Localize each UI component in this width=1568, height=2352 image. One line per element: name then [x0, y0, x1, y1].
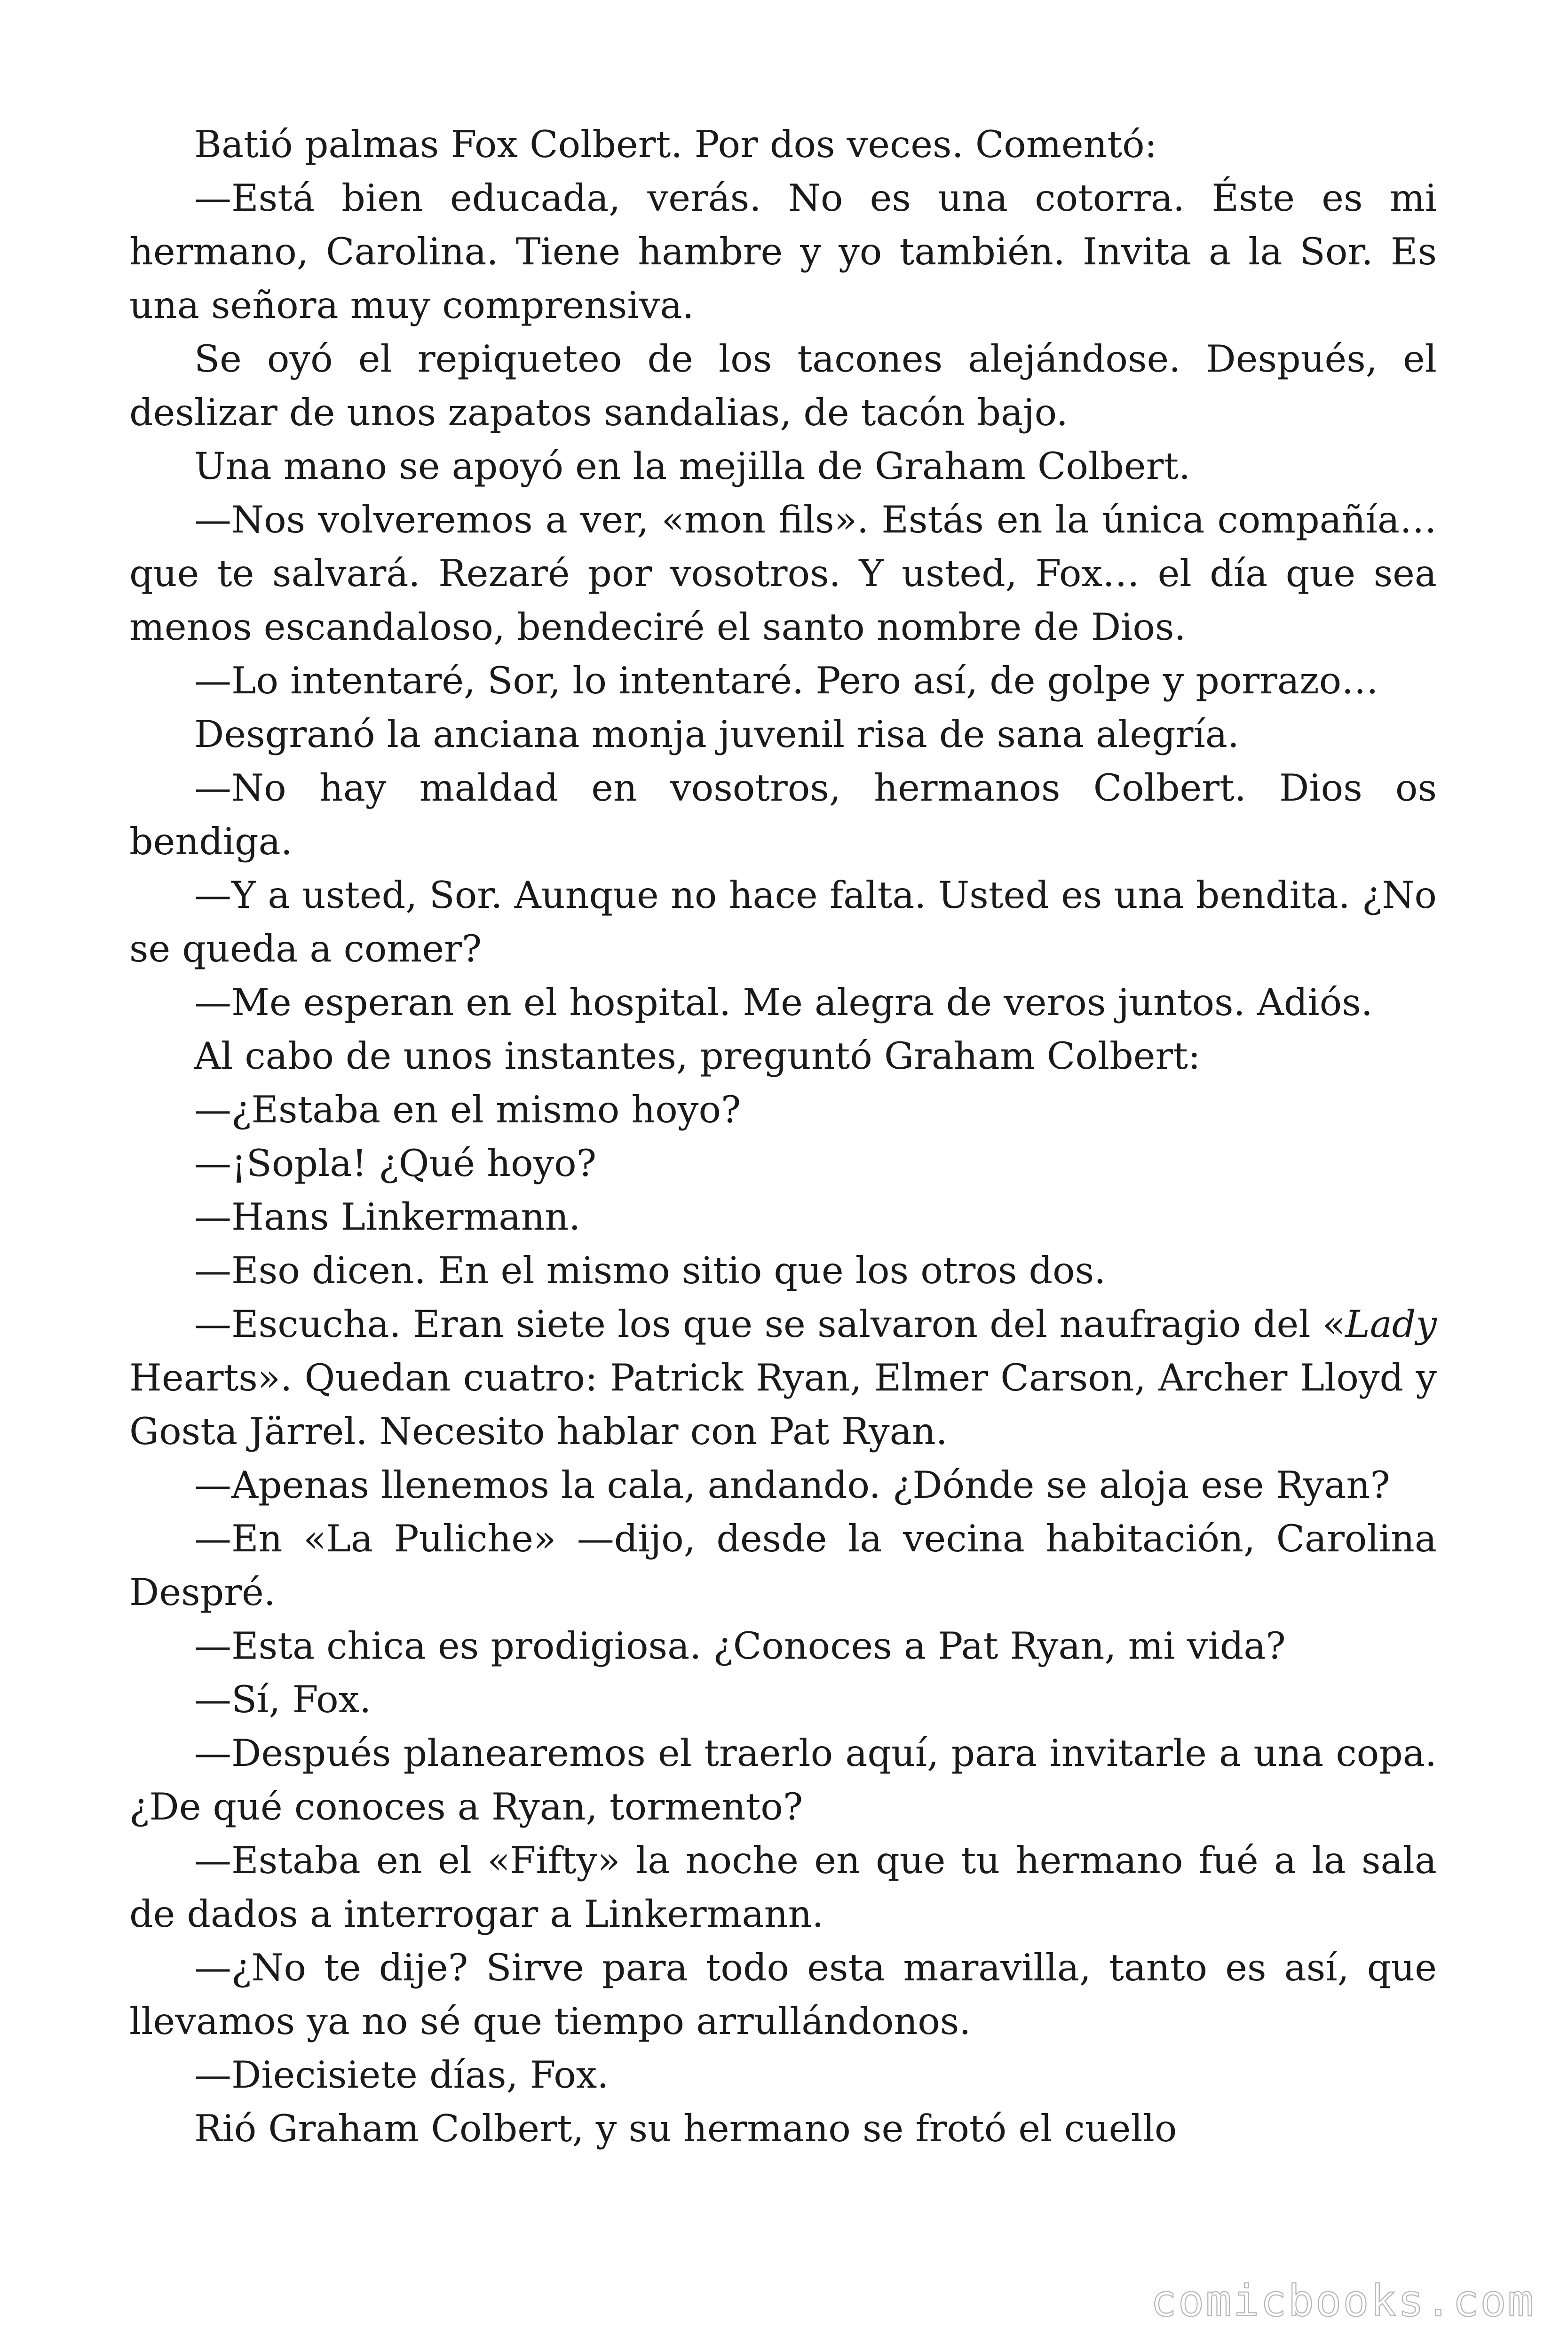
paragraph-8: —No hay maldad en vosotros, hermanos Colbert. Dios os bendiga. — [129, 766, 1437, 863]
page-body — [129, 118, 1437, 2155]
paragraph-10: —Me esperan en el hospital. Me alegra de veros juntos. Adiós. — [194, 981, 1373, 1024]
paragraph-2: —Está bien educada, verás. No es una cotorra. Éste es mi hermano, Carolina. Tiene hambre y yo también. Invita a la Sor. Es una señora muy comprensiva. — [129, 176, 1437, 327]
paragraph-20: —Sí, Fox. — [194, 1678, 372, 1721]
paragraph-19: —Esta chica es prodigiosa. ¿Conoces a Pat Ryan, mi vida? — [194, 1624, 1286, 1668]
paragraph-17: —Apenas llenemos la cala, andando. ¿Dónde se aloja ese Ryan? — [194, 1463, 1390, 1507]
paragraph-16 — [129, 1297, 1437, 1458]
watermark-text: comicbooks.com — [1150, 2276, 1535, 2326]
ship-name-italic: Lady — [1345, 1303, 1437, 1346]
paragraph-16-end: Hearts». Quedan cuatro: Patrick Ryan, Elmer Carson, Archer Lloyd y Gosta Järrel. Necesito hablar con Pat Ryan. — [129, 1356, 1437, 1453]
paragraph-9: —Y a usted, Sor. Aunque no hace falta. Usted es una bendita. ¿No se queda a comer? — [129, 874, 1437, 970]
paragraph-13: —¡Sopla! ¿Qué hoyo? — [194, 1142, 597, 1185]
paragraph-15: —Eso dicen. En el mismo sitio que los otros dos. — [194, 1249, 1106, 1292]
paragraph-24: —Diecisiete días, Fox. — [194, 2053, 609, 2097]
paragraph-6: —Lo intentaré, Sor, lo intentaré. Pero así, de golpe y porrazo… — [194, 659, 1379, 702]
paragraph-25: Rió Graham Colbert, y su hermano se frotó el cuello — [194, 2107, 1177, 2150]
paragraph-1: Batió palmas Fox Colbert. Por dos veces. Comentó: — [194, 123, 1157, 166]
paragraph-4: Una mano se apoyó en la mejilla de Graham Colbert. — [194, 445, 1191, 488]
paragraph-22: —Estaba en el «Fifty» la noche en que tu hermano fué a la sala de dados a interrogar a Linkermann. — [129, 1839, 1437, 1936]
paragraph-21: —Después planearemos el traerlo aquí, para invitarle a una copa. ¿De qué conoces a Ryan, tormento? — [129, 1732, 1437, 1828]
paragraph-7: Desgranó la anciana monja juvenil risa de sana alegría. — [194, 713, 1239, 756]
paragraph-11: Al cabo de unos instantes, preguntó Graham Colbert: — [194, 1034, 1201, 1078]
paragraph-12: —¿Estaba en el mismo hoyo? — [194, 1088, 741, 1131]
paragraph-23: —¿No te dije? Sirve para todo esta maravilla, tanto es así, que llevamos ya no sé que tiempo arrullándonos. — [129, 1946, 1437, 2043]
paragraph-5: —Nos volveremos a ver, «mon fils». Estás en la única compañía… que te salvará. Rezaré por vosotros. Y usted, Fox… el día que sea menos escandaloso, bendeciré el santo nombre de Dios. — [129, 498, 1437, 649]
paragraph-14: —Hans Linkermann. — [194, 1195, 581, 1239]
paragraph-18: —En «La Puliche» —dijo, desde la vecina habitación, Carolina Despré. — [129, 1517, 1437, 1614]
paragraph-3: Se oyó el repiqueteo de los tacones alejándose. Después, el deslizar de unos zapatos sandalias, de tacón bajo. — [129, 337, 1437, 434]
paragraph-16-start: —Escucha. Eran siete los que se salvaron del naufragio del « — [194, 1303, 1346, 1346]
